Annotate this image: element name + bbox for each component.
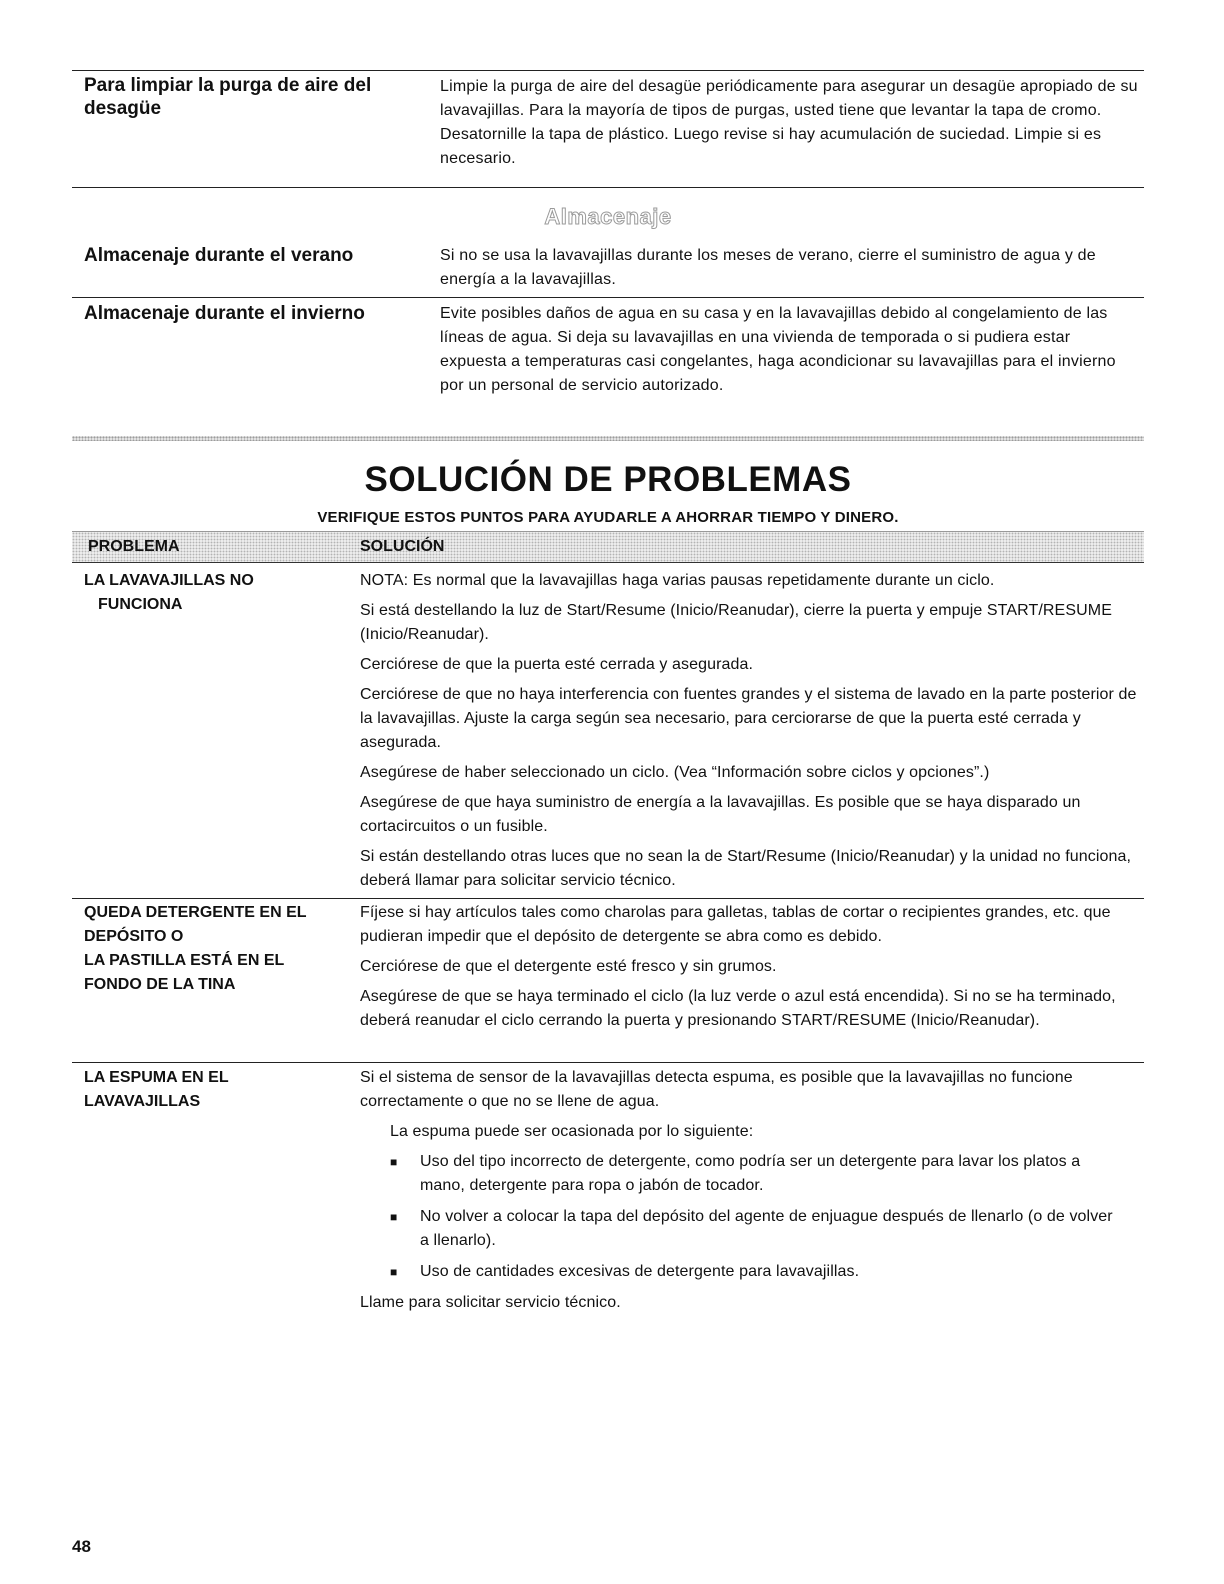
list-item — [360, 1150, 1144, 1198]
list-item-text: Uso de cantidades excesivas de detergente para lavavajillas. — [420, 1263, 860, 1280]
solution-text: Si el sistema de sensor de la lavavajillas detecta espuma, es posible que la lavavajillas no funcione correctamente o que no se llene de agua. — [360, 1069, 1073, 1110]
column-header-solution: SOLUCIÓN — [360, 538, 445, 555]
page-number: 48 — [72, 1537, 91, 1556]
bullet-square-icon: ■ — [390, 1265, 398, 1279]
problem-cell — [84, 901, 352, 997]
problem-text: FUNCIONA — [98, 596, 183, 613]
divider — [72, 898, 1144, 899]
divider — [72, 297, 1144, 298]
divider — [72, 70, 1144, 71]
section-winter-storage — [72, 302, 1144, 398]
problem-text: DEPÓSITO O — [84, 928, 184, 945]
solution-text: Si está destellando la luz de Start/Resume (Inicio/Reanudar), cierre la puerta y empuje START/RESUME (Inicio/Reanudar). — [360, 602, 1112, 643]
solution-text: Cerciórese de que el detergente esté fresco y sin grumos. — [360, 958, 777, 975]
term-summer-storage: Almacenaje durante el verano — [84, 245, 354, 266]
problem-text: LA ESPUMA EN EL — [84, 1069, 229, 1086]
dotted-separator — [72, 436, 1144, 441]
solution-text: Asegúrese de que haya suministro de energía a la lavavajillas. Es posible que se haya disparado un cortacircuitos o un fusible. — [360, 794, 1081, 835]
problem-text: FONDO DE LA TINA — [84, 976, 236, 993]
bullet-square-icon: ■ — [390, 1155, 398, 1169]
solution-text: Cerciórese de que no haya interferencia con fuentes grandes y el sistema de lavado en la parte posterior de la lavavajillas. Ajuste la carga según sea necesario, para cerciorarse de que la puerta esté cerrada y asegurada. — [360, 686, 1137, 751]
list-item — [360, 1260, 1144, 1284]
list-item-text: No volver a colocar la tapa del depósito del agente de enjuague después de llenarlo (o de volver a llenarlo). — [420, 1208, 1113, 1249]
term-drain-air-gap: Para limpiar la purga de aire del desagüe — [84, 75, 372, 119]
solution-text: Asegúrese de que se haya terminado el ciclo (la luz verde o azul está encendida). Si no se ha terminado, deberá reanudar el ciclo cerrando la puerta y presionando START/RESUME (Inicio/Reanudar). — [360, 988, 1116, 1029]
divider — [72, 187, 1144, 188]
list-item — [360, 1205, 1144, 1253]
solution-text: Si están destellando otras luces que no sean la de Start/Resume (Inicio/Reanudar) y la unidad no funciona, deberá llamar para solicitar servicio técnico. — [360, 848, 1132, 889]
solution-text: NOTA: Es normal que la lavavajillas haga varias pausas repetidamente durante un ciclo. — [360, 572, 995, 589]
term-winter-storage: Almacenaje durante el invierno — [84, 303, 365, 324]
table-header — [72, 531, 1144, 563]
solution-text: Asegúrese de haber seleccionado un ciclo. (Vea “Información sobre ciclos y opciones”.) — [360, 764, 990, 781]
problem-cell — [84, 1066, 352, 1114]
column-header-problem: PROBLEMA — [88, 538, 180, 555]
list-item-text: Uso del tipo incorrecto de detergente, como podría ser un detergente para lavar los platos a mano, detergente para ropa o jabón de tocador. — [420, 1153, 1081, 1194]
page-subtitle: VERIFIQUE ESTOS PUNTOS PARA AYUDARLE A AHORRAR TIEMPO Y DINERO. — [317, 509, 899, 526]
solution-text: Cerciórese de que la puerta esté cerrada y asegurada. — [360, 656, 754, 673]
section-summer-storage — [72, 244, 1144, 292]
solution-cell — [360, 1066, 1144, 1321]
problem-text: LA LAVAVAJILLAS NO — [84, 572, 254, 589]
problem-text: QUEDA DETERGENTE EN EL — [84, 904, 307, 921]
solution-text: Fíjese si hay artículos tales como charolas para galletas, tablas de cortar o recipientes grandes, etc. que pudieran impedir que el depósito de detergente se abra como es debido. — [360, 904, 1111, 945]
problem-cell — [84, 569, 352, 617]
text-winter-storage: Evite posibles daños de agua en su casa y en la lavavajillas debido al congelamiento de las líneas de agua. Si deja su lavavajillas en una vivienda de temporada o si pudiera estar expuesta a temperaturas casi congelantes, haga acondicionar su lavavajillas para el invierno por un personal de servicio autorizado. — [440, 305, 1116, 394]
section-drain-air-gap — [72, 72, 1144, 171]
page-title: SOLUCIÓN DE PROBLEMAS — [364, 460, 852, 499]
solution-cell — [360, 901, 1144, 1039]
solution-intro: La espuma puede ser ocasionada por lo siguiente: — [390, 1123, 754, 1140]
text-summer-storage: Si no se usa la lavavajillas durante los meses de verano, cierre el suministro de agua y de energía a la lavavajillas. — [440, 247, 1096, 288]
problem-text: LAVAVAJILLAS — [84, 1093, 201, 1110]
solution-cell — [360, 569, 1144, 899]
bullet-square-icon: ■ — [390, 1210, 398, 1224]
text-drain-air-gap: Limpie la purga de aire del desagüe periódicamente para asegurar un desagüe apropiado de su lavavajillas. Para la mayoría de tipos de purgas, usted tiene que levantar la tapa de cromo. Desatornille la tapa de plástico. Luego revise si hay acumulación de suciedad. Limpie si es necesario. — [440, 78, 1138, 167]
solution-text: Llame para solicitar servicio técnico. — [360, 1294, 621, 1311]
problem-text: LA PASTILLA ESTÁ EN EL — [84, 952, 285, 969]
divider — [72, 1062, 1144, 1063]
storage-heading: Almacenaje — [544, 204, 672, 229]
